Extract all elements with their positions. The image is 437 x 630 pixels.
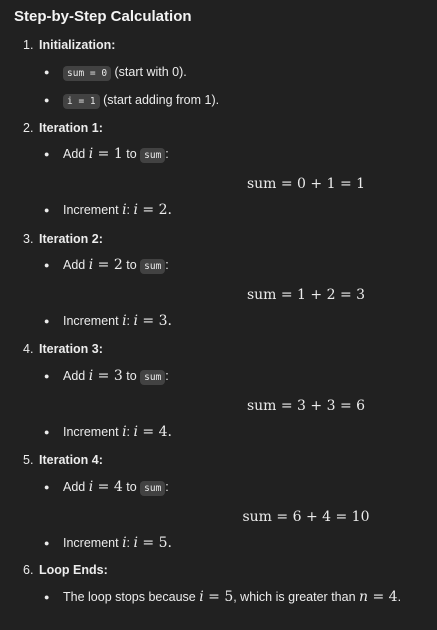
step-label: Iteration 4: — [39, 453, 103, 467]
bullet-text: : — [165, 369, 169, 383]
bullet-text: : — [165, 258, 169, 272]
math-expression: = 3 + 3 = 6 — [276, 398, 366, 414]
step-label: Iteration 2: — [39, 232, 103, 246]
step-4-heading — [23, 342, 103, 356]
bullet-text: : — [126, 314, 134, 328]
bullet-text: Add — [63, 480, 89, 494]
list-item — [44, 535, 172, 551]
math-text: sum — [246, 176, 277, 192]
math-variable: n — [359, 589, 369, 605]
math-variable: i — [88, 146, 94, 162]
bullet-icon: ● — [44, 205, 50, 215]
list-item — [44, 65, 187, 79]
inline-code: sum — [140, 370, 165, 385]
step-6-heading — [23, 563, 108, 577]
inline-code: sum = 0 — [63, 66, 111, 81]
bullet-text: to — [122, 147, 141, 161]
math-expression: = 3 — [93, 368, 123, 384]
inline-code: sum — [140, 481, 165, 496]
bullet-text: Increment — [63, 536, 123, 550]
list-item — [44, 93, 219, 107]
bullet-text: Add — [63, 258, 89, 272]
bullet-text: Add — [63, 369, 89, 383]
display-equation — [0, 176, 437, 192]
math-text: sum — [242, 509, 272, 525]
step-number: 1. — [23, 38, 34, 52]
math-expression: = 4 — [93, 479, 123, 495]
list-item — [44, 313, 172, 329]
bullet-icon: ● — [44, 67, 50, 77]
bullet-text: : — [126, 425, 134, 439]
bullet-text: to — [122, 258, 141, 272]
step-number: 4. — [23, 342, 34, 356]
inline-code: sum — [140, 259, 165, 274]
bullet-text: , which is greater than — [233, 590, 359, 604]
bullet-text: Increment — [63, 314, 123, 328]
bullet-text: to — [122, 369, 141, 383]
bullet-icon: ● — [44, 149, 50, 159]
list-item — [44, 257, 169, 273]
inline-code: i = 1 — [63, 94, 100, 109]
math-variable: i — [122, 535, 127, 551]
math-expression: = 0 + 1 = 1 — [276, 176, 366, 192]
list-item — [44, 589, 401, 605]
step-label: Loop Ends: — [39, 563, 108, 577]
math-variable: i — [88, 479, 94, 495]
math-variable: i — [122, 424, 127, 440]
math-variable: i — [88, 257, 94, 273]
bullet-text: : — [126, 536, 134, 550]
math-expression: = 1 — [93, 146, 123, 162]
math-expression: = 2. — [137, 202, 172, 218]
page-title: Step-by-Step Calculation — [14, 8, 192, 25]
math-expression: = 4 — [368, 589, 398, 605]
bullet-icon: ● — [44, 260, 50, 270]
step-3-heading — [23, 232, 103, 246]
bullet-icon: ● — [44, 592, 50, 602]
step-5-heading — [23, 453, 103, 467]
bullet-text: . — [397, 590, 402, 604]
math-expression: = 4. — [137, 424, 172, 440]
list-item — [44, 368, 169, 384]
bullet-text: The loop stops because — [63, 590, 200, 604]
math-expression: = 5 — [203, 589, 234, 605]
inline-code: sum — [140, 148, 165, 163]
math-variable: i — [133, 424, 138, 440]
math-variable: i — [199, 589, 204, 605]
math-text: sum — [246, 287, 277, 303]
list-item — [44, 479, 169, 495]
bullet-icon: ● — [44, 371, 50, 381]
bullet-text: (start adding from 1). — [99, 93, 220, 107]
bullet-icon: ● — [44, 482, 50, 492]
bullet-text: Add — [63, 147, 89, 161]
step-number: 2. — [23, 121, 34, 135]
step-2-heading — [23, 121, 103, 135]
display-equation — [0, 398, 437, 414]
math-expression: = 3. — [137, 313, 172, 329]
math-variable: i — [133, 202, 138, 218]
math-variable: i — [122, 313, 127, 329]
bullet-text: Increment — [63, 425, 123, 439]
step-label: Iteration 1: — [39, 121, 103, 135]
bullet-text: to — [122, 480, 141, 494]
step-number: 3. — [23, 232, 34, 246]
step-1-heading — [23, 38, 115, 52]
bullet-text: : — [165, 147, 169, 161]
math-expression: = 6 + 4 = 10 — [271, 509, 370, 525]
math-variable: i — [133, 535, 138, 551]
math-expression: = 1 + 2 = 3 — [276, 287, 366, 303]
step-label: Iteration 3: — [39, 342, 103, 356]
display-equation — [0, 509, 437, 525]
math-expression: = 5. — [137, 535, 172, 551]
math-expression: = 2 — [93, 257, 123, 273]
math-variable: i — [88, 368, 94, 384]
step-number: 5. — [23, 453, 34, 467]
bullet-icon: ● — [44, 316, 50, 326]
step-label: Initialization: — [39, 38, 116, 52]
list-item — [44, 202, 172, 218]
bullet-icon: ● — [44, 95, 50, 105]
math-variable: i — [133, 313, 138, 329]
bullet-icon: ● — [44, 427, 50, 437]
bullet-text: (start with 0). — [111, 65, 187, 79]
step-number: 6. — [23, 563, 34, 577]
list-item — [44, 424, 172, 440]
bullet-text: Increment — [63, 203, 123, 217]
bullet-text: : — [165, 480, 169, 494]
math-text: sum — [246, 398, 277, 414]
math-variable: i — [122, 202, 127, 218]
list-item — [44, 146, 169, 162]
bullet-text: : — [126, 203, 134, 217]
display-equation — [0, 287, 437, 303]
bullet-icon: ● — [44, 538, 50, 548]
